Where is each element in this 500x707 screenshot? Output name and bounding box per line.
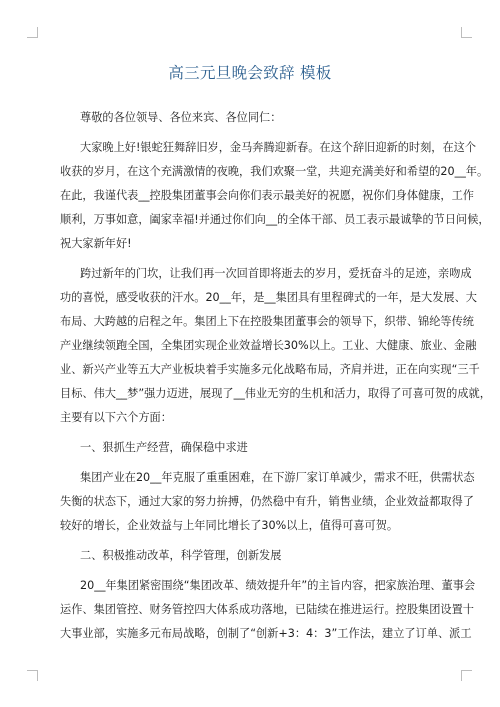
body-line: 产业继续领跑全国，全集团实现企业效益增长30%以上。工业、大健康、旅业、金融 [60,339,477,352]
body-line: 布局、大跨越的启程之年。集团上下在控股集团董事会的领导下，织带、锦纶等传统 [60,315,474,328]
crop-mark-bottom-right [461,670,472,681]
body-line: 功的喜悦，感受收获的汗水。20__年，是__集团具有里程碑式的一年，是大发展、大 [60,291,477,304]
body-line: 较好的增长，企业效益与上年同比增长了30%以上，值得可喜可贺。 [60,519,399,532]
crop-mark-top-left [27,27,38,38]
body-line: 目标、伟大__梦”强力迈进，展现了__伟业无穷的生机和活力，取得了可喜可贺的成就， [60,387,491,400]
body-line: 大家晚上好!银蛇狂舞辞旧岁，金马奔腾迎新春。在这个辞旧迎新的时刻，在这个 [80,141,477,154]
body-line: 20__年集团紧密围绕“集团改革、绩效提升年”的主旨内容，把家族治理、董事会 [80,579,476,592]
body-line: 收获的岁月，在这个充满激情的夜晚，我们欢聚一堂，共迎充满美好和希望的20__年。 [60,165,489,178]
body-line: 祝大家新年好! [60,237,132,250]
body-line: 运作、集团管控、财务管控四大体系成功落地，已陆续在推进运行。控股集团设置十 [60,603,474,616]
body-line: 大事业部，实施多元布局战略，创制了“创新+3：4：3”工作法，建立了订单、派工 [60,627,472,640]
salutation-line: 尊敬的各位领导、各位来宾、各位同仁： [80,111,282,124]
section-heading: 二、积极推动改革，科学管理，创新发展 [80,549,282,562]
body-line: 在此，我谨代表__控股集团董事会向你们表示最美好的祝愿，祝你们身体健康，工作 [60,189,474,202]
body-line: 失衡的状态下，通过大家的努力拚搏，仍然稳中有升，销售业绩，企业效益都取得了 [60,495,474,508]
body-line: 集团产业在20__年克服了重重困难，在下游厂家订单减少，需求不旺，供需状态 [80,471,475,484]
crop-mark-top-right [461,27,472,38]
section-heading: 一、狠抓生产经营，确保稳中求进 [80,441,248,454]
body-line: 跨过新年的门坎，让我们再一次回首即将逝去的岁月，爱抚奋斗的足迹，亲吻成 [80,267,472,280]
body-line: 业、新兴产业等五大产业板块着手实施多元化战略布局，齐肩并进，正在向实现“三千 [60,363,480,376]
body-line: 主要有以下六个方面： [60,411,172,424]
body-line: 顺利，万事如意，阖家幸福!并通过你们向__的全体干部、员工表示最诚挚的节日问候， [60,213,490,226]
document-title: 高三元旦晚会致辞 模板 [168,64,332,82]
crop-mark-bottom-left [27,670,38,681]
